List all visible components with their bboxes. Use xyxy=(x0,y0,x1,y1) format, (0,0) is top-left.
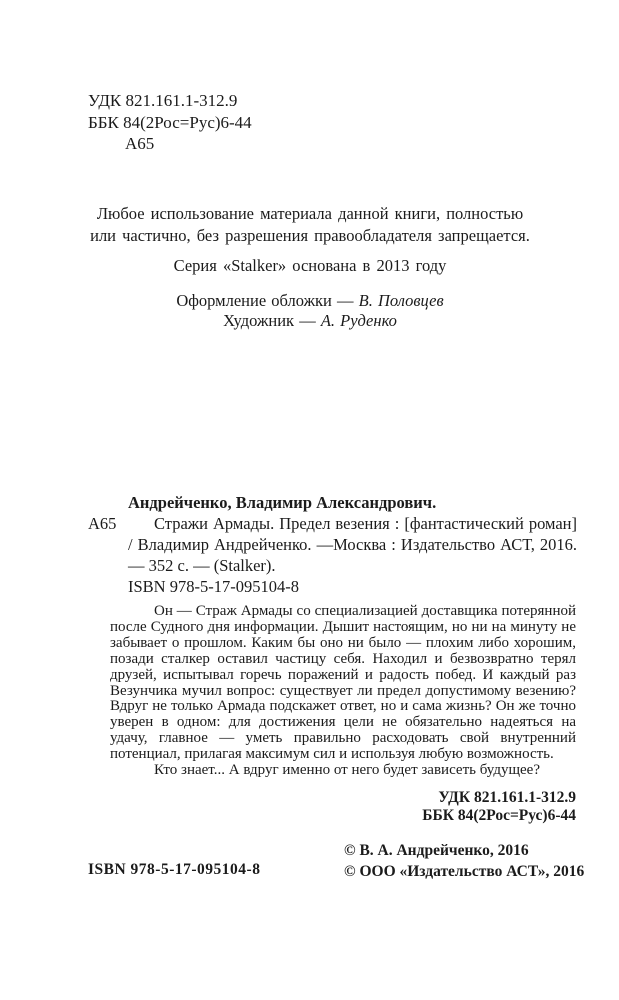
artist-name: А. Руденко xyxy=(320,310,397,330)
classification-block-top xyxy=(88,90,252,155)
copyright-block xyxy=(344,841,584,882)
catalog-card xyxy=(88,492,577,576)
udc-number: УДК 821.161.1-312.9 xyxy=(88,91,238,110)
isbn-bottom: ISBN 978-5-17-095104-8 xyxy=(88,861,261,878)
author-sign: А65 xyxy=(125,134,155,153)
cover-credit xyxy=(60,291,560,311)
annotation-paragraph: Кто знает... А вдруг именно от него будет зависеть будущее? xyxy=(154,762,540,779)
annotation-paragraph: Он — Страж Армады со специализацией доставщика потерянной после Судного дня информации. Дышит настоящим, но ни на минуту не забывает о прошлом. Каким бы оно ни было — плохим либо хорошим, позади сталкер оставил частицу себя. Находил и безвозвратно терял друзей, испытывал горечь поражений и радость побед. И каждый раз Везунчика мучил вопрос: существует ли предел допустимому везению? Вдруг не только Армада подскажет ответ, но и сама жизнь? Он же точно уверен в одном: для достижения цели не обязательно надеяться на удачу, главное — уметь правильно расходовать свой внутренний потенциал, прилагая максимум сил и используя любую возможность. xyxy=(110,603,576,763)
bbk-number-bottom: ББК 84(2Рос=Рус)6-44 xyxy=(422,806,576,824)
artist-credit-label: Художник — xyxy=(223,310,321,330)
annotation xyxy=(110,604,576,779)
rights-notice xyxy=(60,203,560,247)
series-note: Серия «Stalker» основана в 2013 году xyxy=(173,256,447,275)
rights-notice-line: или частично, без разрешения правообладателя запрещается. xyxy=(90,226,530,245)
rights-notice-line: Любое использование материала данной книги, полностью xyxy=(96,204,524,223)
bbk-number: ББК 84(2Рос=Рус)6-44 xyxy=(88,112,252,132)
copyright-author: © В. А. Андрейченко, 2016 xyxy=(344,842,529,859)
cover-designer-name: В. Половцев xyxy=(358,291,444,310)
cover-credit-label: Оформление обложки — xyxy=(176,291,359,310)
catalog-author-sign: А65 xyxy=(88,514,117,533)
catalog-description: Стражи Армады. Предел везения : [фантастический роман] / Владимир Андрейченко. —Москва : Издательство АСТ, 2016. — 352 с. — (Stalker). xyxy=(128,514,577,575)
isbn-catalog: ISBN 978-5-17-095104-8 xyxy=(128,577,299,596)
catalog-author-heading: Андрейченко, Владимир Александрович. xyxy=(128,493,437,512)
design-credits xyxy=(60,291,560,330)
catalog-card-body xyxy=(88,513,577,576)
udc-number-bottom: УДК 821.161.1-312.9 xyxy=(438,789,576,806)
artist-credit xyxy=(60,311,560,331)
copyright-publisher: © ООО «Издательство АСТ», 2016 xyxy=(344,862,585,880)
classification-block-bottom xyxy=(422,789,576,824)
